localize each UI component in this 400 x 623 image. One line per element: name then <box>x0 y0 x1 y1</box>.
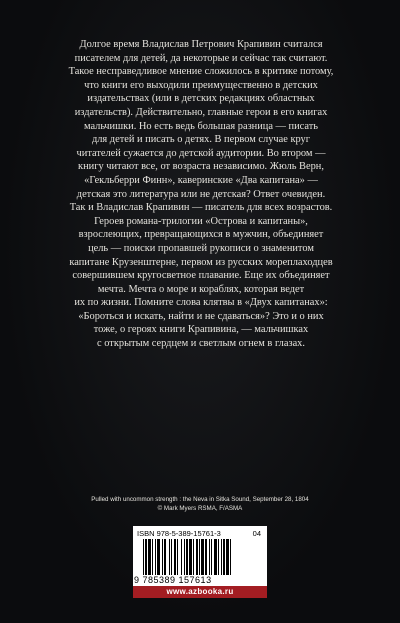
barcode-bar <box>205 539 207 575</box>
barcode-bar <box>148 539 151 575</box>
publisher-website-bar <box>133 586 267 598</box>
barcode-bar <box>201 539 204 575</box>
annotation-line: Героев романа-трилогии «Острова и капитаны», <box>94 215 308 227</box>
annotation-line: издательств). Действительно, главные герои в его книгах <box>74 106 328 118</box>
annotation-line: писателем для детей, да некоторые и сейчас так считают. <box>74 52 328 64</box>
barcode-bar <box>196 539 198 575</box>
annotation-line: детская это литература или не детская? Ответ очевиден. <box>76 188 326 200</box>
annotation-line: для детей и писать о детях. В первом случае круг <box>91 134 311 146</box>
publisher-website: www.azbooka.ru <box>166 587 234 596</box>
isbn-barcode <box>133 526 267 586</box>
barcode-bar <box>218 539 219 575</box>
barcode-bar <box>145 539 147 575</box>
annotation-line: издательствах (или в детских редакциях областных <box>87 93 315 105</box>
annotation-line: их по жизни. Помните слова клятвы в «Двух капитанах»: <box>74 297 328 309</box>
barcode-addon: 04 <box>252 529 261 538</box>
barcode-bar <box>223 539 225 575</box>
barcode-bar <box>230 539 231 575</box>
artist-copyright: © Mark Myers RSMA, F/ASMA <box>157 505 243 512</box>
annotation-line: капитане Крузенштерне, первом из русских мореплаходцев <box>69 256 333 268</box>
annotation-line: Долгое время Владислав Петрович Крапивин считался <box>79 39 323 50</box>
barcode-bar <box>169 539 170 575</box>
annotation-line: «Бороться и искать, найти и не сдаваться»? Это и о них <box>78 310 324 322</box>
barcode-bar <box>174 539 176 575</box>
annotation-line: цель — поиски пропавшей рукописи о знаменитом <box>88 242 314 254</box>
barcode-bar <box>155 539 156 575</box>
barcode-bar <box>157 539 160 575</box>
barcode-bar <box>189 539 192 575</box>
artwork-title: Pulled with uncommon strength : the Neva in Sitka Sound, September 28, 1804 <box>91 496 309 503</box>
barcode-bar <box>177 539 178 575</box>
annotation-text <box>40 38 362 351</box>
annotation-line: книгу читают все, от возраста независимо. Жюль Верн, <box>78 161 324 173</box>
barcode-bar <box>226 539 229 575</box>
barcode-bar <box>211 539 212 575</box>
annotation-line: мальчишки. Но есть ведь большая разница — писать <box>83 120 319 132</box>
cover-art-credit <box>0 495 400 513</box>
annotation-line: читателей сужается до детской аудитории. Во втором — <box>76 147 326 159</box>
annotation-line: взрослеющих, превращающихся в мужчин, объединяет <box>78 229 324 241</box>
annotation-line: что книги его выходили преимущественно в детских <box>84 79 318 91</box>
barcode-bar <box>209 539 210 575</box>
annotation-line: Такое несправедливое мнение сложилось в критике потому, <box>68 66 334 78</box>
barcode-bar <box>143 539 144 575</box>
barcode-bar <box>199 539 200 575</box>
annotation-line: мечта. Мечта о море и кораблях, которая ведет <box>97 283 305 295</box>
barcode-digits: 9 785389 157613 <box>134 575 212 585</box>
annotation-line: совершившем кругосветное плавание. Еще их объединяет <box>72 270 330 282</box>
annotation-line: с открытым сердцем и светлым огнем в глазах. <box>97 338 305 350</box>
barcode-bar <box>184 539 185 575</box>
barcode-bar <box>164 539 166 575</box>
barcode-bar <box>221 539 222 575</box>
barcode-bars <box>143 539 257 575</box>
barcode-bar <box>193 539 194 575</box>
barcode-bar <box>214 539 217 575</box>
annotation-line: тоже, о героях книги Крапивина, — мальчишках <box>93 324 309 336</box>
barcode-bar <box>171 539 172 575</box>
barcode-bar <box>181 539 182 575</box>
barcode-bar <box>152 539 153 575</box>
barcode-bar <box>186 539 188 575</box>
isbn-label: ISBN 978-5-389-15761-3 <box>137 529 221 538</box>
annotation-line: Так и Владислав Крапивин — писатель для всех возрастов. <box>69 202 333 214</box>
annotation-line: «Гекльберри Финн», каверинские «Два капитана» — <box>84 174 318 186</box>
barcode-bar <box>162 539 163 575</box>
